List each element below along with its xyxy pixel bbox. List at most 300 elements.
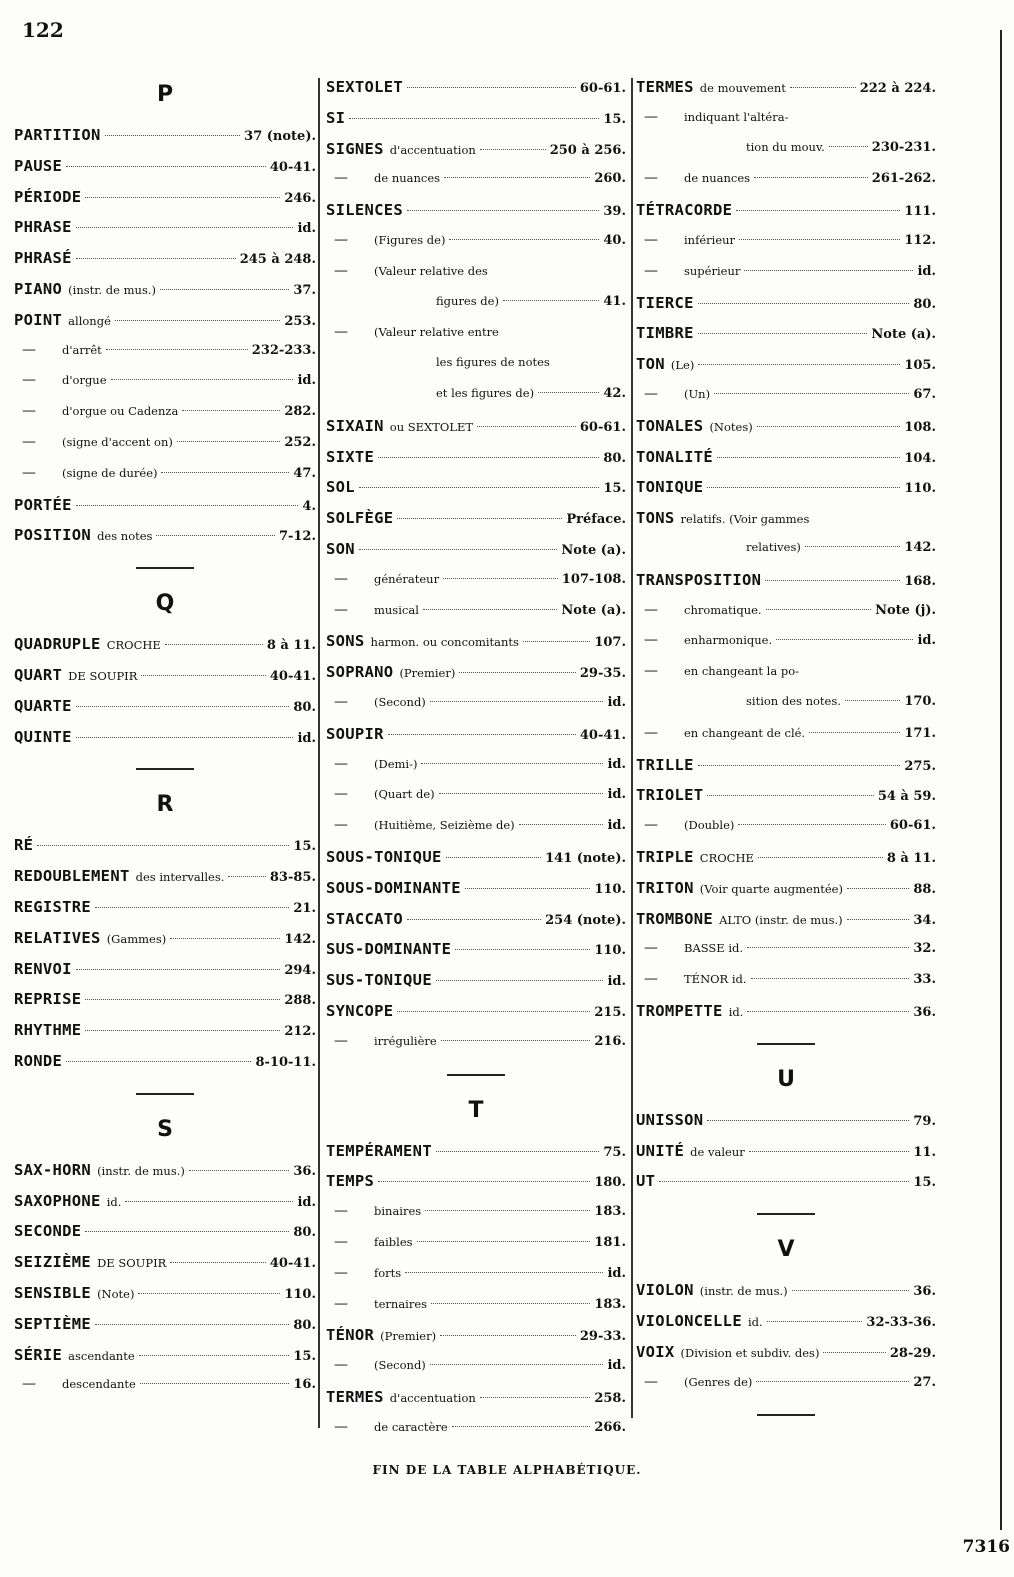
entry-qualifier: de mouvement bbox=[699, 81, 786, 95]
entry-qualifier: enharmonique. bbox=[684, 633, 773, 648]
entry-page-ref: id. bbox=[607, 974, 626, 990]
entry-page-ref: 37 (note). bbox=[244, 129, 316, 144]
entry-term: TONALITÉ bbox=[636, 447, 714, 466]
dot-leader bbox=[776, 639, 913, 640]
index-entry bbox=[636, 663, 936, 693]
dot-leader bbox=[698, 765, 901, 766]
dot-leader bbox=[161, 472, 289, 473]
index-entry bbox=[636, 324, 936, 354]
entry-term: PORTÉE bbox=[14, 495, 72, 514]
entry-page-ref: 28-29. bbox=[889, 1345, 936, 1361]
section-letter: T bbox=[468, 1097, 484, 1123]
index-entry bbox=[636, 355, 936, 385]
ditto-dash: — bbox=[644, 601, 658, 618]
section-letter: U bbox=[777, 1066, 795, 1092]
entry-page-ref: 183. bbox=[594, 1296, 626, 1312]
dot-leader bbox=[85, 1030, 280, 1031]
dot-leader bbox=[106, 349, 248, 350]
entry-page-ref: 142. bbox=[284, 931, 316, 947]
entry-qualifier: (Gammes) bbox=[106, 931, 167, 946]
dot-leader bbox=[141, 675, 266, 676]
index-entry bbox=[14, 990, 316, 1020]
entry-page-ref: 108. bbox=[904, 419, 936, 435]
entry-qualifier: de valeur bbox=[690, 1144, 745, 1159]
index-entry bbox=[636, 1343, 936, 1373]
dot-leader bbox=[738, 824, 886, 825]
entry-term: TÉNOR bbox=[326, 1326, 375, 1345]
ditto-dash: — bbox=[334, 170, 348, 187]
entry-page-ref: 40-41. bbox=[269, 1256, 316, 1272]
dot-leader bbox=[378, 1181, 590, 1182]
ditto-dash: — bbox=[334, 1418, 348, 1435]
dot-leader bbox=[111, 379, 294, 380]
entry-term: SONS bbox=[326, 632, 365, 651]
index-entry bbox=[636, 910, 936, 940]
entry-qualifier: id. bbox=[728, 1005, 744, 1019]
index-entry bbox=[326, 663, 626, 693]
entry-qualifier: (Figures de) bbox=[374, 233, 446, 247]
entry-page-ref: 42. bbox=[603, 386, 626, 401]
dot-leader bbox=[805, 546, 901, 547]
dot-leader bbox=[189, 1170, 289, 1171]
index-entry bbox=[636, 571, 936, 601]
dot-leader bbox=[707, 1120, 909, 1121]
entry-qualifier: relatifs. (Voir gammes bbox=[680, 512, 810, 527]
entry-page-ref: 60-61. bbox=[889, 818, 936, 834]
dot-leader bbox=[160, 289, 289, 290]
entry-page-ref: 222 à 224. bbox=[859, 81, 936, 96]
ditto-dash: — bbox=[334, 232, 348, 248]
index-entry bbox=[326, 632, 626, 662]
dot-leader bbox=[85, 999, 280, 1000]
ditto-dash: — bbox=[22, 372, 36, 389]
dot-leader bbox=[407, 210, 599, 211]
entry-term: SIXTE bbox=[326, 447, 375, 466]
dot-leader bbox=[182, 410, 280, 411]
section-divider bbox=[136, 567, 194, 569]
dot-leader bbox=[140, 1383, 290, 1384]
dot-leader bbox=[455, 949, 590, 950]
entry-qualifier: (signe d'accent on) bbox=[62, 435, 173, 449]
index-entry bbox=[14, 697, 316, 727]
entry-page-ref: 36. bbox=[293, 1163, 316, 1179]
index-entry bbox=[326, 879, 626, 909]
ditto-dash: — bbox=[644, 170, 658, 187]
entry-page-ref: id. bbox=[297, 730, 316, 746]
entry-page-ref: 60-61. bbox=[579, 419, 626, 435]
ditto-dash: — bbox=[22, 1376, 36, 1393]
entry-page-ref: 79. bbox=[913, 1113, 936, 1129]
dot-leader bbox=[747, 1011, 909, 1012]
entry-page-ref: id. bbox=[607, 787, 626, 803]
entry-qualifier: relatives) bbox=[746, 540, 801, 554]
entry-page-ref: 67. bbox=[913, 387, 936, 402]
index-entry bbox=[14, 867, 316, 897]
entry-term: TERMES bbox=[326, 1388, 384, 1406]
dot-leader bbox=[430, 701, 604, 702]
index-entry bbox=[14, 218, 316, 248]
entry-term: SENSIBLE bbox=[14, 1284, 92, 1302]
index-entry bbox=[636, 971, 936, 1001]
entry-page-ref: 39. bbox=[603, 204, 626, 220]
entry-term: SUS-TONIQUE bbox=[326, 971, 432, 990]
dot-leader bbox=[749, 1151, 910, 1152]
ditto-dash: — bbox=[334, 786, 348, 803]
dot-leader bbox=[767, 1321, 863, 1322]
dot-leader bbox=[443, 578, 558, 579]
section-divider bbox=[757, 1043, 815, 1045]
entry-page-ref: 36. bbox=[913, 1284, 936, 1300]
entry-qualifier: (Demi-) bbox=[374, 756, 418, 771]
dot-leader bbox=[847, 888, 909, 889]
section-letter: S bbox=[157, 1116, 173, 1142]
index-entry bbox=[14, 126, 316, 156]
dot-leader bbox=[519, 824, 604, 825]
entry-page-ref: id. bbox=[607, 1265, 626, 1281]
index-entry bbox=[14, 1052, 316, 1082]
index-entry bbox=[636, 817, 936, 847]
entry-page-ref: 36. bbox=[913, 1005, 936, 1020]
entry-page-ref: Note (j). bbox=[875, 602, 936, 618]
entry-page-ref: id. bbox=[607, 1358, 626, 1374]
entry-qualifier: DE SOUPIR bbox=[68, 669, 138, 683]
entry-term: TIERCE bbox=[636, 293, 694, 312]
entry-term: RELATIVES bbox=[14, 928, 101, 947]
index-entry bbox=[636, 848, 936, 878]
ditto-dash: — bbox=[644, 724, 658, 741]
dot-leader bbox=[766, 609, 872, 610]
entry-page-ref: 232-233. bbox=[251, 342, 316, 358]
entry-page-ref: 110. bbox=[594, 881, 626, 897]
index-entry bbox=[636, 109, 936, 139]
entry-qualifier: tion du mouv. bbox=[746, 139, 825, 154]
ditto-dash: — bbox=[644, 632, 658, 649]
entry-term: SOLFÈGE bbox=[326, 509, 394, 528]
entry-page-ref: 15. bbox=[603, 481, 626, 497]
dot-leader bbox=[388, 734, 576, 735]
section-divider bbox=[447, 1074, 505, 1076]
entry-term: TONALES bbox=[636, 416, 704, 435]
entry-page-ref: id. bbox=[607, 818, 626, 834]
dot-leader bbox=[170, 1262, 266, 1263]
entry-page-ref: 230-231. bbox=[871, 139, 936, 155]
dot-leader bbox=[439, 793, 604, 794]
entry-page-ref: 142. bbox=[904, 540, 936, 555]
entry-qualifier: d'arrêt bbox=[62, 342, 102, 357]
entry-term: SOL bbox=[326, 478, 355, 497]
index-entry bbox=[326, 1419, 626, 1449]
entry-qualifier: et les figures de) bbox=[436, 386, 535, 400]
entry-qualifier: (instr. de mus.) bbox=[68, 283, 156, 297]
entry-qualifier: CROCHE bbox=[106, 638, 161, 653]
entry-page-ref: 32. bbox=[913, 941, 936, 957]
entry-page-ref: 40. bbox=[603, 233, 626, 248]
index-entry bbox=[636, 509, 936, 539]
ditto-dash: — bbox=[644, 971, 658, 988]
ditto-dash: — bbox=[334, 1357, 348, 1374]
dot-leader bbox=[845, 700, 900, 701]
entry-page-ref: 245 à 248. bbox=[239, 252, 316, 268]
entry-page-ref: 4. bbox=[302, 498, 316, 514]
entry-qualifier: inférieur bbox=[684, 233, 736, 247]
index-entry bbox=[636, 478, 936, 508]
entry-qualifier: sition des notes. bbox=[746, 694, 841, 708]
entry-page-ref: id. bbox=[607, 695, 626, 710]
index-entry bbox=[326, 1172, 626, 1202]
entry-qualifier: (Un) bbox=[684, 387, 711, 401]
index-entry bbox=[326, 571, 626, 601]
index-entry bbox=[326, 540, 626, 570]
index-entry bbox=[326, 294, 626, 324]
index-entry bbox=[14, 1284, 316, 1314]
ditto-dash: — bbox=[334, 1234, 348, 1250]
dot-leader bbox=[436, 980, 603, 981]
entry-page-ref: id. bbox=[297, 1194, 316, 1210]
ditto-dash: — bbox=[334, 601, 348, 618]
entry-page-ref: 34. bbox=[913, 912, 936, 928]
index-entry bbox=[326, 1142, 626, 1172]
entry-term: VOIX bbox=[636, 1342, 675, 1361]
dot-leader bbox=[421, 763, 603, 764]
ditto-dash: — bbox=[334, 1203, 348, 1220]
entry-page-ref: 27. bbox=[913, 1374, 936, 1390]
index-entry bbox=[326, 232, 626, 262]
entry-qualifier: id. bbox=[106, 1194, 122, 1209]
entry-qualifier: (Huitième, Seizième de) bbox=[374, 818, 515, 833]
ditto-dash: — bbox=[334, 324, 348, 341]
entry-term: PHRASE bbox=[14, 218, 72, 237]
entry-term: SECONDE bbox=[14, 1222, 82, 1241]
section-letter: V bbox=[777, 1237, 795, 1263]
entry-qualifier: descendante bbox=[62, 1377, 136, 1392]
entry-qualifier: (Voir quarte augmentée) bbox=[699, 881, 843, 896]
dot-leader bbox=[423, 609, 558, 610]
entry-qualifier: forts bbox=[374, 1265, 402, 1280]
entry-page-ref: 11. bbox=[913, 1144, 936, 1160]
dot-leader bbox=[170, 938, 280, 939]
dot-leader bbox=[430, 1364, 604, 1365]
entry-qualifier: d'orgue ou Cadenza bbox=[62, 404, 179, 419]
index-entry bbox=[326, 1326, 626, 1356]
dot-leader bbox=[440, 1335, 576, 1336]
entry-term: VIOLONCELLE bbox=[636, 1312, 742, 1330]
entry-qualifier: CROCHE bbox=[699, 851, 754, 865]
entry-page-ref: 260. bbox=[594, 171, 626, 187]
index-entry bbox=[14, 311, 316, 341]
section-divider bbox=[757, 1213, 815, 1215]
entry-qualifier: indiquant l'altéra- bbox=[684, 109, 789, 124]
index-entry bbox=[636, 1111, 936, 1141]
entry-qualifier: ternaires bbox=[374, 1296, 428, 1311]
entry-page-ref: 258. bbox=[594, 1391, 626, 1406]
entry-qualifier: (instr. de mus.) bbox=[97, 1163, 185, 1178]
dot-leader bbox=[465, 888, 590, 889]
entry-page-ref: 104. bbox=[904, 450, 936, 466]
dot-leader bbox=[228, 876, 265, 877]
index-entry bbox=[14, 1192, 316, 1222]
entry-term: TON bbox=[636, 355, 665, 374]
entry-term: REGISTRE bbox=[14, 898, 92, 916]
dot-leader bbox=[76, 737, 294, 738]
entry-page-ref: 252. bbox=[284, 435, 316, 450]
index-entry bbox=[14, 1315, 316, 1345]
entry-page-ref: 171. bbox=[904, 725, 936, 741]
index-entry bbox=[636, 602, 936, 632]
entry-qualifier: de caractère bbox=[374, 1419, 448, 1434]
entry-page-ref: 250 à 256. bbox=[549, 142, 626, 158]
index-entry bbox=[14, 635, 316, 665]
index-entry bbox=[636, 632, 936, 662]
entry-page-ref: 37. bbox=[293, 283, 316, 298]
dot-leader bbox=[407, 87, 576, 88]
dot-leader bbox=[76, 706, 290, 707]
entry-page-ref: 15. bbox=[603, 111, 626, 127]
dot-leader bbox=[405, 1272, 603, 1273]
entry-page-ref: 16. bbox=[293, 1377, 316, 1393]
index-entry bbox=[326, 355, 626, 385]
dot-leader bbox=[747, 947, 909, 948]
entry-page-ref: 266. bbox=[594, 1419, 626, 1435]
entry-term: SEPTIÈME bbox=[14, 1314, 92, 1333]
dot-leader bbox=[744, 270, 913, 271]
page-number: 122 bbox=[22, 18, 64, 42]
entry-term: TÉTRACORDE bbox=[636, 201, 733, 220]
entry-page-ref: 112. bbox=[904, 233, 936, 248]
entry-qualifier: des intervalles. bbox=[135, 870, 225, 885]
ditto-dash: — bbox=[334, 262, 348, 279]
index-entry bbox=[636, 1142, 936, 1172]
index-entry bbox=[14, 728, 316, 758]
entry-term: SIGNES bbox=[326, 139, 384, 158]
entry-page-ref: 275. bbox=[904, 758, 936, 774]
entry-qualifier: TÉNOR id. bbox=[684, 972, 747, 987]
index-entry bbox=[14, 249, 316, 279]
entry-term: SILENCES bbox=[326, 201, 404, 220]
index-entry bbox=[326, 1296, 626, 1326]
dot-leader bbox=[477, 426, 576, 427]
index-entry bbox=[326, 971, 626, 1001]
entry-term: TEMPS bbox=[326, 1172, 375, 1191]
entry-term: TRIPLE bbox=[636, 848, 694, 866]
index-entry bbox=[636, 140, 936, 170]
entry-page-ref: 261-262. bbox=[871, 171, 936, 187]
index-entry bbox=[14, 898, 316, 928]
entry-qualifier: (Second) bbox=[374, 1358, 426, 1373]
entry-term: TIMBRE bbox=[636, 324, 694, 343]
entry-qualifier: (Premier) bbox=[399, 666, 456, 681]
entry-qualifier: irrégulière bbox=[374, 1033, 437, 1048]
ditto-dash: — bbox=[334, 817, 348, 834]
entry-term: TRILLE bbox=[636, 755, 694, 774]
entry-term: SOUPIR bbox=[326, 724, 384, 743]
entry-page-ref: 41. bbox=[603, 293, 626, 309]
section-letter: R bbox=[156, 792, 174, 818]
dot-leader bbox=[717, 457, 900, 458]
entry-page-ref: 181. bbox=[594, 1235, 626, 1250]
index-entry bbox=[14, 836, 316, 866]
dot-leader bbox=[823, 1352, 885, 1353]
entry-page-ref: 80. bbox=[913, 296, 936, 312]
index-entry bbox=[636, 201, 936, 231]
index-entry bbox=[326, 817, 626, 847]
index-entry bbox=[14, 1253, 316, 1283]
ditto-dash: — bbox=[644, 386, 658, 402]
entry-qualifier: les figures de notes bbox=[436, 355, 550, 370]
index-entry bbox=[636, 879, 936, 909]
entry-qualifier: allongé bbox=[68, 313, 111, 328]
dot-leader bbox=[757, 426, 901, 427]
entry-qualifier: de nuances bbox=[374, 171, 441, 186]
entry-qualifier: ALTO (instr. de mus.) bbox=[719, 912, 843, 927]
index-entry bbox=[636, 294, 936, 324]
dot-leader bbox=[707, 795, 873, 796]
section-letter: P bbox=[156, 82, 174, 107]
index-entry bbox=[326, 786, 626, 816]
dot-leader bbox=[95, 1324, 289, 1325]
dot-leader bbox=[758, 857, 883, 858]
index-entry bbox=[14, 496, 316, 526]
dot-leader bbox=[739, 239, 900, 240]
column-rule-1 bbox=[318, 78, 320, 1428]
dot-leader bbox=[444, 177, 590, 178]
entry-term: QUADRUPLE bbox=[14, 635, 101, 654]
dot-leader bbox=[790, 87, 856, 88]
entry-term: TONIQUE bbox=[636, 478, 704, 497]
entry-page-ref: 75. bbox=[603, 1144, 626, 1160]
entry-qualifier: faibles bbox=[374, 1235, 413, 1249]
index-entry bbox=[326, 940, 626, 970]
ditto-dash: — bbox=[22, 341, 36, 358]
index-entry bbox=[326, 1234, 626, 1264]
ditto-dash: — bbox=[644, 108, 658, 125]
entry-page-ref: 105. bbox=[904, 358, 936, 374]
entry-page-ref: Note (a). bbox=[561, 602, 626, 618]
section-divider bbox=[136, 768, 194, 770]
entry-qualifier: id. bbox=[747, 1315, 763, 1329]
entry-qualifier: d'accentuation bbox=[389, 142, 476, 157]
entry-qualifier: (Quart de) bbox=[374, 787, 435, 802]
section-letter: Q bbox=[155, 591, 175, 617]
entry-page-ref: 15. bbox=[913, 1175, 936, 1191]
dot-leader bbox=[707, 487, 900, 488]
entry-term: UNITÉ bbox=[636, 1141, 685, 1160]
entry-qualifier: de nuances bbox=[684, 171, 751, 186]
index-entry bbox=[326, 1033, 626, 1063]
entry-page-ref: 32-33-36. bbox=[866, 1315, 936, 1330]
index-entry bbox=[326, 478, 626, 508]
entry-page-ref: id. bbox=[607, 756, 626, 772]
dot-leader bbox=[85, 1231, 289, 1232]
entry-term: SI bbox=[326, 108, 346, 127]
index-entry bbox=[636, 1312, 936, 1342]
index-entry bbox=[636, 786, 936, 816]
index-entry bbox=[326, 1203, 626, 1233]
entry-page-ref: id. bbox=[297, 373, 316, 389]
index-entry bbox=[636, 1281, 936, 1311]
index-entry bbox=[636, 756, 936, 786]
entry-term: RHYTHME bbox=[14, 1021, 82, 1040]
entry-page-ref: 212. bbox=[284, 1024, 316, 1040]
index-entry bbox=[326, 602, 626, 632]
index-entry bbox=[636, 170, 936, 200]
entry-qualifier: (Division et subdiv. des) bbox=[680, 1345, 820, 1360]
dot-leader bbox=[76, 227, 294, 228]
dot-leader bbox=[349, 118, 599, 119]
index-entry bbox=[636, 1002, 936, 1032]
dot-leader bbox=[76, 258, 236, 259]
dot-leader bbox=[714, 393, 909, 394]
column-rule-2 bbox=[631, 78, 633, 1418]
